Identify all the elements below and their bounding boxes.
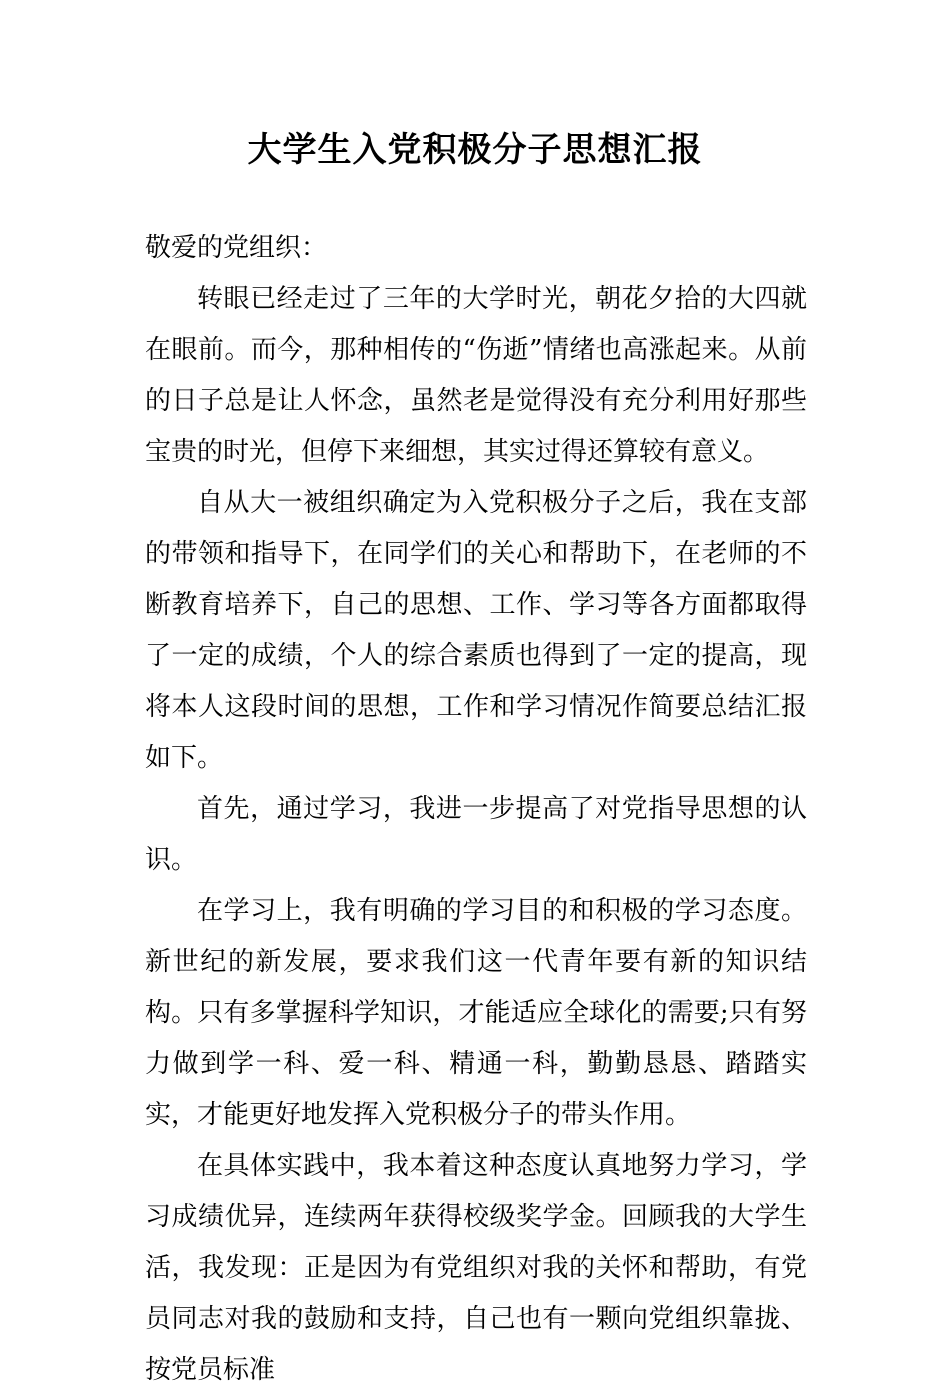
paragraph-1: 转眼已经走过了三年的大学时光，朝花夕拾的大四就在眼前。而今，那种相传的“伤逝”情绪也高涨起来。从前的日子总是让人怀念，虽然老是觉得没有充分利用好那些宝贵的时光，但停下来细想，其实过得还算较有意义。 [145,284,807,467]
paragraph-4: 在学习上，我有明确的学习目的和积极的学习态度。新世纪的新发展，要求我们这一代青年要有新的知识结构。只有多掌握科学知识，才能适应全球化的需要;只有努力做到学一科、爱一科、精通一科，勤勤恳恳、踏踏实实，才能更好地发挥入党积极分子的带头作用。 [145,896,807,1130]
document-title: 大学生入党积极分子思想汇报 [247,130,703,170]
paragraph-3: 首先，通过学习，我进一步提高了对党指导思想的认识。 [145,794,807,875]
document-body [145,223,807,1396]
paragraph-5: 在具体实践中，我本着这种态度认真地努力学习，学习成绩优异，连续两年获得校级奖学金。回顾我的大学生活，我发现：正是因为有党组织对我的关怀和帮助，有党员同志对我的鼓励和支持，自己也有一颗向党组织靠拢、按党员标准 [145,1151,807,1385]
paragraph-2: 自从大一被组织确定为入党积极分子之后，我在支部的带领和指导下，在同学们的关心和帮助下，在老师的不断教育培养下，自己的思想、工作、学习等各方面都取得了一定的成绩，个人的综合素质也得到了一定的提高，现将本人这段时间的思想，工作和学习情况作简要总结汇报如下。 [145,488,807,773]
salutation: 敬爱的党组织： [145,233,328,263]
